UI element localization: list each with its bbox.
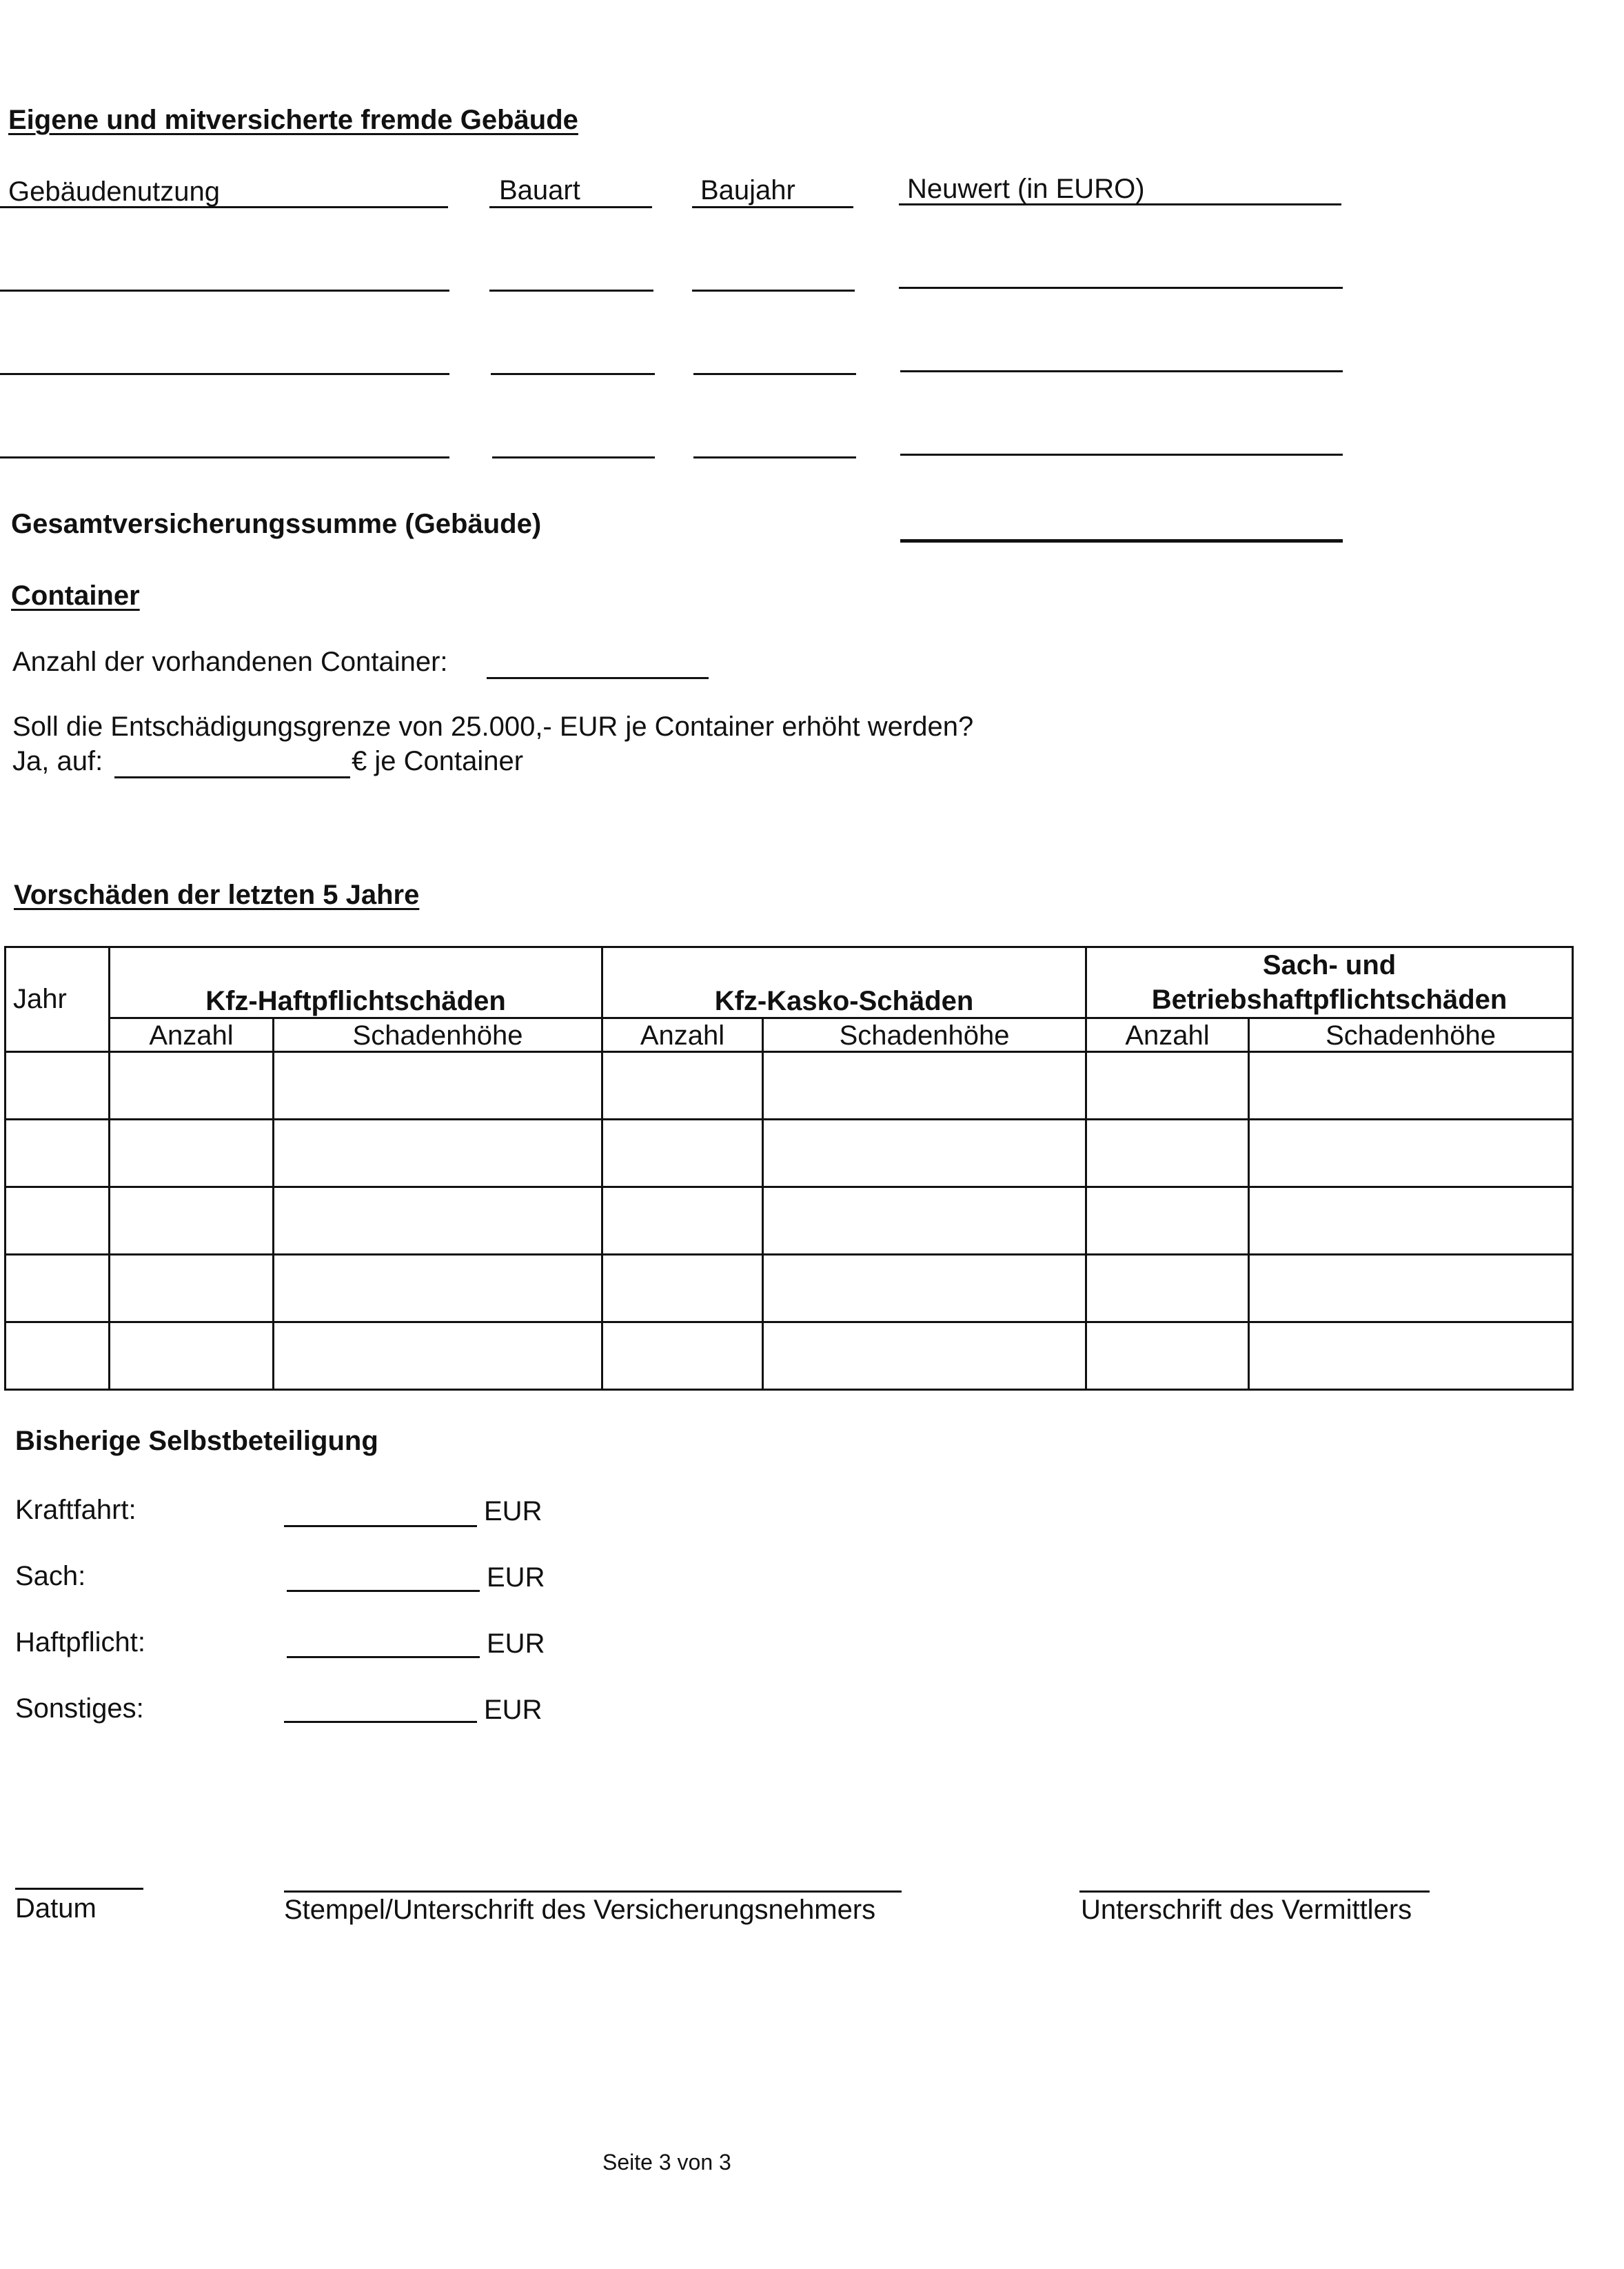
deductible-label: Haftpflicht: [15, 1627, 145, 1657]
claims-group-property-line1: Sach- und [1262, 950, 1397, 980]
deductible-amount-field[interactable] [284, 1525, 477, 1527]
deductible-label: Kraftfahrt: [15, 1495, 136, 1525]
claims-sub-amount: Schadenhöhe [763, 1018, 1086, 1052]
claims-sub-count: Anzahl [1086, 1018, 1249, 1052]
claims-cell[interactable] [274, 1255, 602, 1322]
buildings-title: Eigene und mitversicherte fremde Gebäude [8, 105, 578, 135]
claims-cell[interactable] [274, 1120, 602, 1187]
col-value-label: Neuwert (in EURO) [907, 174, 1145, 204]
claims-cell[interactable] [110, 1120, 274, 1187]
claims-cell[interactable] [1249, 1255, 1573, 1322]
col-usage-underline [0, 206, 448, 208]
building-value-field[interactable] [900, 454, 1343, 456]
claims-cell[interactable] [274, 1187, 602, 1255]
claims-row [6, 1322, 1573, 1390]
claims-cell[interactable] [1249, 1052, 1573, 1120]
claims-cell[interactable] [6, 1052, 110, 1120]
claims-cell[interactable] [763, 1187, 1086, 1255]
container-count-label: Anzahl der vorhandenen Container: [12, 647, 448, 677]
claims-cell[interactable] [763, 1052, 1086, 1120]
claims-cell[interactable] [602, 1052, 763, 1120]
claims-cell[interactable] [6, 1187, 110, 1255]
policyholder-signature-label: Stempel/Unterschrift des Versicherungsnehmers [284, 1895, 876, 1925]
claims-row [6, 1120, 1573, 1187]
claims-cell[interactable] [602, 1120, 763, 1187]
date-label: Datum [15, 1893, 97, 1924]
building-usage-field[interactable] [0, 456, 449, 458]
col-value-underline [899, 203, 1341, 205]
claims-cell[interactable] [763, 1255, 1086, 1322]
claims-sub-amount: Schadenhöhe [274, 1018, 602, 1052]
claims-cell[interactable] [1249, 1187, 1573, 1255]
date-field[interactable] [15, 1888, 143, 1890]
deductible-amount-field[interactable] [287, 1590, 480, 1592]
col-year-underline [692, 206, 853, 208]
claims-row [6, 1052, 1573, 1120]
building-year-field[interactable] [693, 456, 856, 458]
building-construction-field[interactable] [492, 456, 655, 458]
deductible-label: Sach: [15, 1561, 86, 1591]
claims-cell[interactable] [1086, 1120, 1249, 1187]
claims-cell[interactable] [1249, 1120, 1573, 1187]
building-construction-field[interactable] [491, 373, 655, 375]
claims-row [6, 1187, 1573, 1255]
claims-cell[interactable] [1086, 1322, 1249, 1390]
claims-cell[interactable] [6, 1120, 110, 1187]
broker-signature-label: Unterschrift des Vermittlers [1081, 1895, 1412, 1925]
claims-col-year [6, 947, 110, 1052]
claims-cell[interactable] [1249, 1322, 1573, 1390]
claims-group-property [1086, 947, 1573, 1018]
policyholder-signature-field[interactable] [284, 1890, 902, 1893]
deductible-title: Bisherige Selbstbeteiligung [15, 1426, 378, 1456]
building-value-field[interactable] [899, 287, 1343, 289]
claims-cell[interactable] [602, 1255, 763, 1322]
claims-table [4, 946, 1574, 1391]
claims-cell[interactable] [6, 1255, 110, 1322]
claims-cell[interactable] [110, 1255, 274, 1322]
container-limit-field[interactable] [114, 776, 350, 778]
claims-col-year-label: Jahr [13, 984, 67, 1014]
claims-cell[interactable] [1086, 1052, 1249, 1120]
claims-cell[interactable] [110, 1052, 274, 1120]
total-sum-field[interactable] [900, 539, 1343, 543]
claims-row [6, 1255, 1573, 1322]
claims-cell[interactable] [6, 1322, 110, 1390]
deductible-unit: EUR [487, 1628, 545, 1659]
claims-cell[interactable] [1086, 1255, 1249, 1322]
claims-cell[interactable] [763, 1322, 1086, 1390]
claims-title: Vorschäden der letzten 5 Jahre [14, 880, 420, 910]
claims-sub-amount: Schadenhöhe [1249, 1018, 1573, 1052]
deductible-unit: EUR [484, 1496, 542, 1526]
building-value-field[interactable] [900, 370, 1343, 372]
claims-sub-count: Anzahl [110, 1018, 274, 1052]
building-usage-field[interactable] [0, 373, 449, 375]
col-year-label: Baujahr [700, 175, 795, 205]
building-year-field[interactable] [693, 373, 856, 375]
claims-cell[interactable] [602, 1322, 763, 1390]
building-year-field[interactable] [692, 290, 855, 292]
claims-cell[interactable] [763, 1120, 1086, 1187]
deductible-unit: EUR [487, 1562, 545, 1593]
deductible-amount-field[interactable] [284, 1721, 477, 1723]
deductible-unit: EUR [484, 1695, 542, 1725]
container-yes-prefix: Ja, auf: [12, 746, 103, 776]
building-construction-field[interactable] [489, 290, 653, 292]
claims-group-liability: Kfz-Haftpflichtschäden [110, 947, 602, 1018]
container-count-field[interactable] [487, 677, 709, 679]
container-title: Container [11, 581, 140, 611]
page-number: Seite 3 von 3 [602, 2150, 731, 2175]
deductible-label: Sonstiges: [15, 1693, 144, 1724]
col-construction-label: Bauart [499, 175, 580, 205]
claims-group-property-line2: Betriebshaftpflichtschäden [1151, 985, 1508, 1015]
claims-cell[interactable] [1086, 1187, 1249, 1255]
claims-cell[interactable] [602, 1187, 763, 1255]
claims-cell[interactable] [110, 1322, 274, 1390]
deductible-amount-field[interactable] [287, 1656, 480, 1658]
col-usage-label: Gebäudenutzung [8, 177, 220, 207]
claims-cell[interactable] [274, 1052, 602, 1120]
broker-signature-field[interactable] [1079, 1890, 1430, 1893]
total-sum-label: Gesamtversicherungssumme (Gebäude) [11, 509, 542, 539]
col-construction-underline [489, 206, 652, 208]
claims-group-kasko: Kfz-Kasko-Schäden [602, 947, 1086, 1018]
container-yes-suffix: € je Container [352, 746, 524, 776]
claims-cell[interactable] [110, 1187, 274, 1255]
claims-sub-count: Anzahl [602, 1018, 763, 1052]
building-usage-field[interactable] [0, 290, 449, 292]
claims-cell[interactable] [274, 1322, 602, 1390]
container-question: Soll die Entschädigungsgrenze von 25.000,- EUR je Container erhöht werden? [12, 712, 974, 742]
